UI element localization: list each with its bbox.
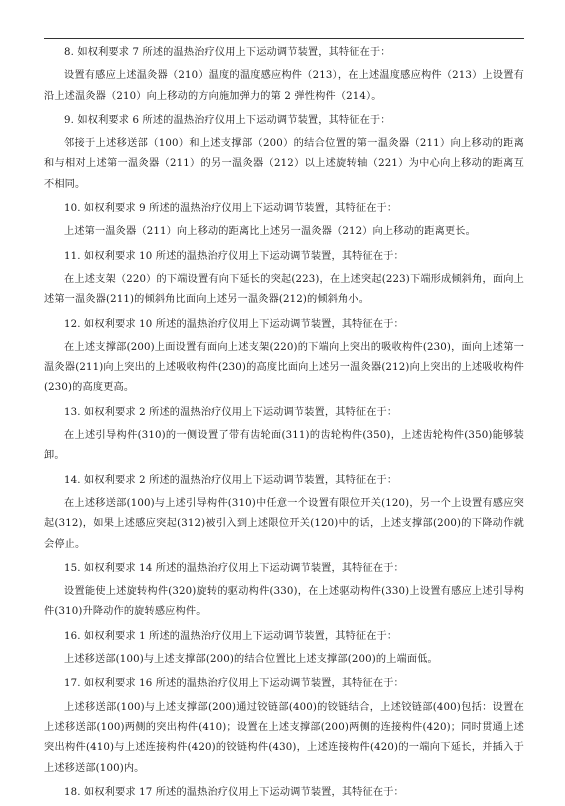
claim-heading: 10. 如权利要求 9 所述的温热治疗仪用上下运动调节装置，其特征在于： [64,203,398,215]
claim-heading: 11. 如权利要求 10 所述的温热治疗仪用上下运动调节装置，其特征在于： [64,250,404,262]
claim-9 [44,111,524,195]
claim-text: 在上述引导构件(310)的一侧设置了带有齿轮面(311)的齿轮构件(350)，上述齿轮构件(350)能够装卸。 [44,430,524,462]
claim-text: 上述移送部(100)与上述支撑部(200)的结合位置比上述支撑部(200)的上端面低。 [64,654,438,666]
claim-8 [44,43,524,107]
claim-14 [44,471,524,555]
claim-text: 在上述支架（220）的下端设置有向下延长的突起(223)，在上述突起(223)下端形成倾斜角，面向上述第一温灸器(211)的倾斜角比面向上述另一温灸器(212)的倾斜角小。 [44,273,524,306]
claim-heading: 17. 如权利要求 16 所述的温热治疗仪用上下运动调节装置，其特征在于： [64,678,404,690]
claim-heading: 13. 如权利要求 2 所述的温热治疗仪用上下运动调节装置，其特征在于： [64,406,398,418]
claim-text: 设置有感应上述温灸器（210）温度的温度感应构件（213），在上述温度感应构件（213）上设置有沿上述温灸器（210）向上移动的方向施加弹力的第 2 弹性构件（214）。 [44,70,524,102]
claim-12 [44,315,524,399]
claim-heading: 16. 如权利要求 1 所述的温热治疗仪用上下运动调节装置，其特征在于： [64,630,398,642]
claim-11 [44,247,524,311]
claim-text: 在上述移送部(100)与上述引导构件(310)中任意一个设置有限位开关(120)，另一个上设置有感应突起(312)，如果上述感应突起(312)被引入到上述限位开关(120)中的话，上述支撑部(200)的下降动作就会停止。 [44,497,524,550]
claim-heading: 9. 如权利要求 6 所述的温热治疗仪用上下运动调节装置，其特征在于： [64,114,391,126]
claim-text: 在上述支撑部(200)上面设置有面向上述支架(220)的下端向上突出的吸收构件(230)，面向上述第一温灸器(211)向上突出的上述吸收构件(230)的高度比面向上述另一温灸器(212)向上突出的上述吸收构件(230)的高度更高。 [44,341,524,394]
claim-17 [44,674,524,778]
claim-text: 设置能使上述旋转构件(320)旋转的驱动构件(330)，在上述驱动构件(330)上设置有感应上述引导构件(310)升降动作的旋转感应构件。 [44,586,524,618]
claim-text: 邻接于上述移送部（100）和上述支撑部（200）的结合位置的第一温灸器（211）向上移动的距离和与相对上述第一温灸器（211）的另一温灸器（212）以上述旋转轴（221）为中心向上移动的距离互不相同。 [44,138,524,190]
claim-18 [44,783,524,803]
claim-text: 上述第一温灸器（211）向上移动的距离比上述另一温灸器（212）向上移动的距离更长。 [64,226,476,238]
claim-10 [44,199,524,243]
document-page [44,43,524,806]
header-rule [44,38,524,39]
claim-heading: 15. 如权利要求 14 所述的温热治疗仪用上下运动调节装置，其特征在于： [64,562,404,574]
claim-text: 上述移送部(100)与上述支撑部(200)通过铰链部(400)的铰链结合，上述铰链部(400)包括：设置在上述移送部(100)两侧的突出构件(410)；设置在上述支撑部(200)两侧的连接构件(420)；同时贯通上述突出构件(410)与上述连接构件(420)的铰链构件(430)，上述连接构件(420)的一端向下延长，并插入于上述移送部(100)内。 [44,701,524,774]
claim-heading: 8. 如权利要求 7 所述的温热治疗仪用上下运动调节装置，其特征在于： [64,47,391,58]
claim-13 [44,403,524,467]
claim-15 [44,559,524,623]
claim-heading: 18. 如权利要求 17 所述的温热治疗仪用上下运动调节装置，其特征在于： [64,786,404,798]
claim-16 [44,627,524,671]
claim-heading: 14. 如权利要求 2 所述的温热治疗仪用上下运动调节装置，其特征在于： [64,474,398,486]
claim-heading: 12. 如权利要求 10 所述的温热治疗仪用上下运动调节装置，其特征在于： [64,318,404,330]
